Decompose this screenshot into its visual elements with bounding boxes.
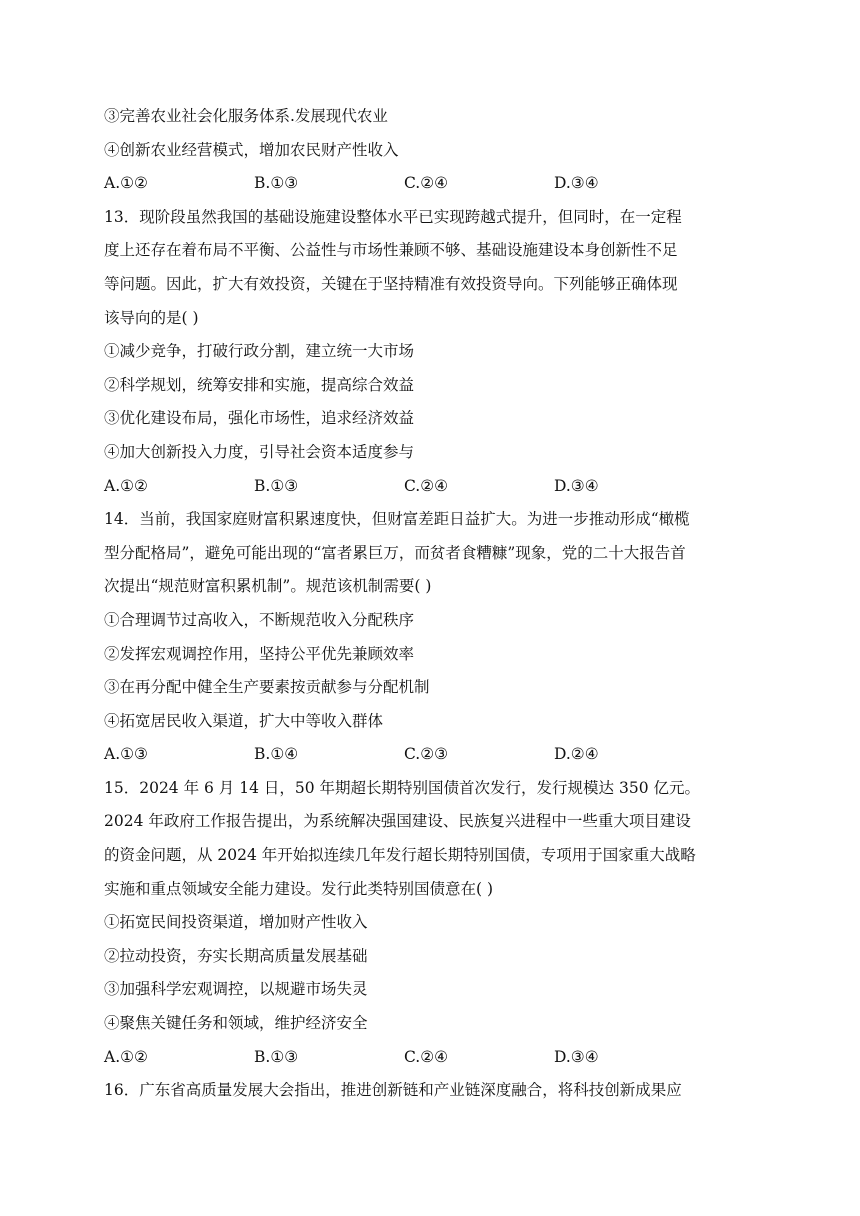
question-15-item-3: ③加强科学宏观调控，以规避市场失灵: [104, 980, 368, 999]
question-13-options: [104, 470, 764, 504]
option-a: A.①②: [104, 476, 148, 495]
question-13-stem-line: 等问题。因此，扩大有效投资，关键在于坚持精准有效投资导向。下列能够正确体现: [104, 274, 678, 293]
question-15-stem-line: 15．2024 年 6 月 14 日，50 年期超长期特别国债首次发行，发行规模达 350 亿元。: [104, 778, 700, 797]
question-14-item-4: ④拓宽居民收入渠道，扩大中等收入群体: [104, 711, 384, 730]
option-c: C.②③: [404, 745, 449, 764]
question-12-options: [104, 167, 764, 201]
question-15-item-4: ④聚焦关键任务和领域，维护经济安全: [104, 1014, 368, 1033]
option-d: D.③④: [554, 1047, 599, 1066]
option-b: B.①③: [254, 476, 299, 495]
option-d: D.②④: [554, 745, 599, 764]
question-12-item-3: ③完善农业社会化服务体系.发展现代农业: [104, 107, 388, 125]
page-content: [104, 100, 764, 1108]
question-14-options: [104, 738, 764, 772]
question-14-item-1: ①合理调节过高收入，不断规范收入分配秩序: [104, 610, 415, 629]
question-14-item-2: ②发挥宏观调控作用，坚持公平优先兼顾效率: [104, 644, 415, 663]
option-d: D.③④: [554, 476, 599, 495]
question-13-item-2: ②科学规划，统筹安排和实施，提高综合效益: [104, 375, 415, 394]
option-b: B.①③: [254, 174, 299, 193]
question-15-stem-line: 2024 年政府工作报告提出，为系统解决强国建设、民族复兴进程中一些重大项目建设: [104, 812, 691, 831]
question-13: [104, 201, 764, 503]
option-c: C.②④: [404, 174, 449, 193]
option-a: A.①②: [104, 174, 148, 193]
question-16: [104, 1074, 764, 1108]
option-c: C.②④: [404, 1047, 449, 1066]
question-13-stem-line: 度上还存在着布局不平衡、公益性与市场性兼顾不够、基础设施建设本身创新性不足: [104, 241, 678, 260]
option-d: D.③④: [554, 174, 599, 193]
option-a: A.①②: [104, 1047, 148, 1066]
question-15-stem-line: 实施和重点领域安全能力建设。发行此类特别国债意在( ): [104, 879, 494, 898]
question-13-item-1: ①减少竞争，打破行政分割，建立统一大市场: [104, 342, 415, 361]
question-14-stem-line: 型分配格局”，避免可能出现的“富者累巨万，而贫者食糟糠”现象，党的二十大报告首: [104, 543, 686, 562]
question-15-item-1: ①拓宽民间投资渠道，增加财产性收入: [104, 913, 368, 932]
option-b: B.①④: [254, 745, 299, 764]
question-14-item-3: ③在再分配中健全生产要素按贡献参与分配机制: [104, 678, 430, 697]
question-13-item-3: ③优化建设布局，强化市场性，追求经济效益: [104, 409, 415, 428]
question-14: [104, 503, 764, 772]
question-15-options: [104, 1041, 764, 1075]
question-13-item-4: ④加大创新投入力度，引导社会资本适度参与: [104, 442, 415, 461]
option-c: C.②④: [404, 476, 449, 495]
question-14-stem-line: 14．当前，我国家庭财富积累速度快，但财富差距日益扩大。为进一步推动形成“橄榄: [104, 510, 690, 529]
question-12: [104, 100, 764, 201]
question-12-item-4: ④创新农业经营模式，增加农民财产性收入: [104, 140, 399, 159]
question-14-stem-line: 次提出“规范财富积累机制”。规范该机制需要( ): [104, 577, 432, 596]
question-15-stem-line: 的资金问题，从 2024 年开始拟连续几年发行超长期特别国债，专项用于国家重大战略: [104, 846, 696, 865]
question-13-stem-line: 该导向的是( ): [104, 308, 199, 327]
question-16-stem-line: 16．广东省高质量发展大会指出，推进创新链和产业链深度融合，将科技创新成果应: [104, 1081, 682, 1100]
question-13-stem-line: 13．现阶段虽然我国的基础设施建设整体水平已实现跨越式提升，但同时，在一定程: [104, 207, 682, 226]
option-b: B.①③: [254, 1047, 299, 1066]
question-15: [104, 772, 764, 1074]
option-a: A.①③: [104, 745, 148, 764]
question-15-item-2: ②拉动投资，夯实长期高质量发展基础: [104, 946, 368, 965]
